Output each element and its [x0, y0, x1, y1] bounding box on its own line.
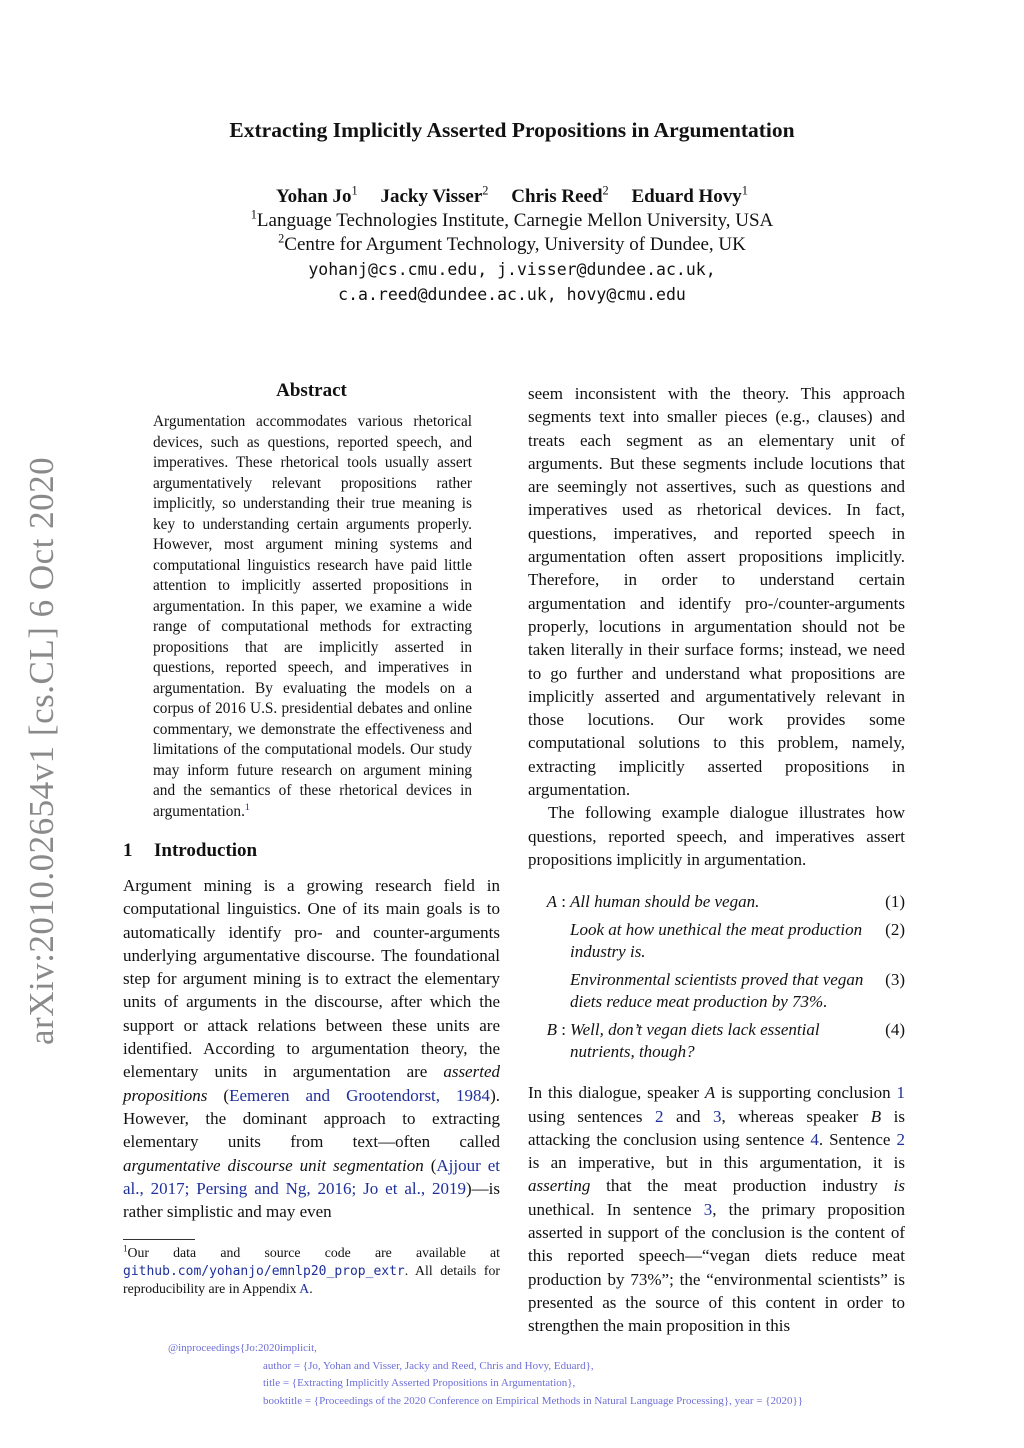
- left-column: [123, 380, 500, 1298]
- author: Yohan Jo$^1$: [276, 183, 358, 207]
- dialogue-row: B : Well, don’t vegan diets lack essential nutrients, though? (4): [546, 1020, 905, 1062]
- intro-paragraph: Argument mining is a growing research field in computational linguistics. One of its main goals is to automatically identify pro- and counter-arguments underlying argumentative discourse. The foundational step for argument mining is to extract the elementary units of arguments in the discourse, after which the support or attack relations between these units are identified. According to argumentation theory, the elementary units in argumentation are asserted propositions (Eemeren and Grootendorst, 1984). However, the dominant approach to extracting elementary units from text—often called argumentative discourse unit segmentation (Ajjour et al., 2017; Persing and Ng, 2016; Jo et al., 2019)—is rather simplistic and may even: [123, 876, 500, 1222]
- author-names: [100, 185, 924, 209]
- dialogue-row: Environmental scientists proved that vegan diets reduce meat production by 73%. (3): [570, 970, 905, 1012]
- sentence-ref-link[interactable]: 3: [703, 1199, 713, 1219]
- sentence-ref-link[interactable]: 4: [810, 1129, 819, 1149]
- affiliation: $^2$Centre for Argument Technology, University of Dundee, UK: [278, 231, 746, 255]
- bibtex-line: booktitle = {Proceedings of the 2020 Conference on Empirical Methods in Natural Language Processing}, year = {2020}}: [263, 1394, 804, 1407]
- email-line: c.a.reed@dundee.ac.uk, hovy@cmu.edu: [338, 285, 686, 304]
- email-line: yohanj@cs.cmu.edu, j.visser@dundee.ac.uk,: [308, 260, 716, 279]
- author: Eduard Hovy$^1$: [631, 183, 748, 207]
- sentence-ref-link[interactable]: 2: [896, 1129, 906, 1149]
- abstract-heading: Abstract: [276, 380, 347, 401]
- dialogue-row: Look at how unethical the meat production industry is. (2): [570, 920, 905, 962]
- citation-link[interactable]: Eemeren and Grootendorst, 1984: [229, 1085, 491, 1105]
- affiliation: $^1$Language Technologies Institute, Carnegie Mellon University, USA: [250, 207, 774, 231]
- footnote: $^1$Our data and source code are available at github.com/yohanjo/emnlp20_prop_extr. All details for reproducibility are in Appendix A.: [123, 1243, 500, 1297]
- paragraph: The following example dialogue illustrates how questions, reported speech, and imperatives assert propositions implicitly in argumentation.: [528, 803, 905, 869]
- section-heading: 1 Introduction: [123, 840, 258, 861]
- footnote-rule: [123, 1239, 195, 1240]
- footnote-marker[interactable]: 1: [244, 801, 250, 813]
- bibtex-line: author = {Jo, Yohan and Visser, Jacky and Reed, Chris and Hovy, Eduard},: [263, 1359, 594, 1372]
- author: Jacky Visser$^2$: [380, 183, 489, 207]
- arxiv-stamp: arXiv:2010.02654v1 [cs.CL] 6 Oct 2020: [22, 456, 61, 1045]
- citation-link[interactable]: Ajjour et al., 2017: [123, 1155, 500, 1198]
- paper-title: Extracting Implicitly Asserted Propositions in Argumentation: [229, 118, 795, 142]
- author: Chris Reed$^2$: [511, 183, 609, 207]
- abstract-text: Argumentation accommodates various rhetorical devices, such as questions, reported speech, and imperatives. These rhetorical tools usually assert argumentatively relevant propositions rather implicitly, so understanding their true meaning is key to understanding certain arguments properly. However, most argument mining systems and computational linguistics research have paid little attention to implicitly asserted propositions in argumentation. In this paper, we examine a wide range of computational methods for extracting propositions that are implicitly asserted in questions, reported speech, and imperatives in argumentation. By evaluating the models on a corpus of 2016 U.S. presidential debates and online commentary, we demonstrate the effectiveness and limitations of the computational models. Our study may inform future research on argument mining and the semantics of these rhetorical devices in argumentation.$^1$: [153, 413, 472, 820]
- sentence-ref-link[interactable]: 2: [654, 1106, 664, 1126]
- example-dialogue: [528, 891, 905, 1063]
- sentence-ref-link[interactable]: 1: [896, 1083, 905, 1103]
- right-column: [528, 382, 905, 1338]
- appendix-link[interactable]: A: [299, 1281, 310, 1297]
- paragraph: In this dialogue, speaker A is supporting conclusion 1 using sentences 2 and 3, whereas speaker B is attacking the conclusion using sentence 4. Sentence 2 is an imperative, but in this argumentation, it is asserting that the meat production industry is unethical. In sentence 3, the primary proposition asserted in support of the conclusion is the content of this reported speech—“vegan diets reduce meat production by 73%”; the “environmental scientists” is presented as the source of this content in order to strengthen the main proposition in this: [528, 1083, 906, 1336]
- bibtex-line: @inproceedings{Jo:2020implicit,: [168, 1342, 317, 1354]
- bibtex-line: title = {Extracting Implicitly Asserted Propositions in Argumentation},: [263, 1377, 576, 1389]
- paragraph: seem inconsistent with the theory. This approach segments text into smaller pieces (e.g., clauses) and treats each segment as an elementary unit of arguments. But these segments include locutions that are seemingly not assertives, such as questions and imperatives used as rhetorical devices. In fact, questions, imperatives, and reported speech in argumentation often assert propositions implicitly. Therefore, in order to understand certain argumentation and identify pro-/counter-arguments properly, locutions in argumentation should not be taken literally in their surface forms; instead, we need to go further and understand what propositions are implicitly asserted and argumentatively relevant in those locutions. Our work provides some computational solutions to this problem, namely, extracting implicitly asserted propositions in argumentation.: [528, 384, 905, 800]
- dialogue-row: A : All human should be vegan. (1): [546, 892, 905, 912]
- citation-link[interactable]: Persing and Ng, 2016: [196, 1178, 352, 1198]
- sentence-ref-link[interactable]: 3: [712, 1106, 722, 1126]
- author-block: [100, 185, 924, 307]
- citation-link[interactable]: Jo et al., 2019: [363, 1178, 466, 1198]
- bibtex-citation: [168, 1340, 803, 1410]
- github-link[interactable]: github.com/yohanjo/emnlp20_prop_extr: [123, 1263, 405, 1279]
